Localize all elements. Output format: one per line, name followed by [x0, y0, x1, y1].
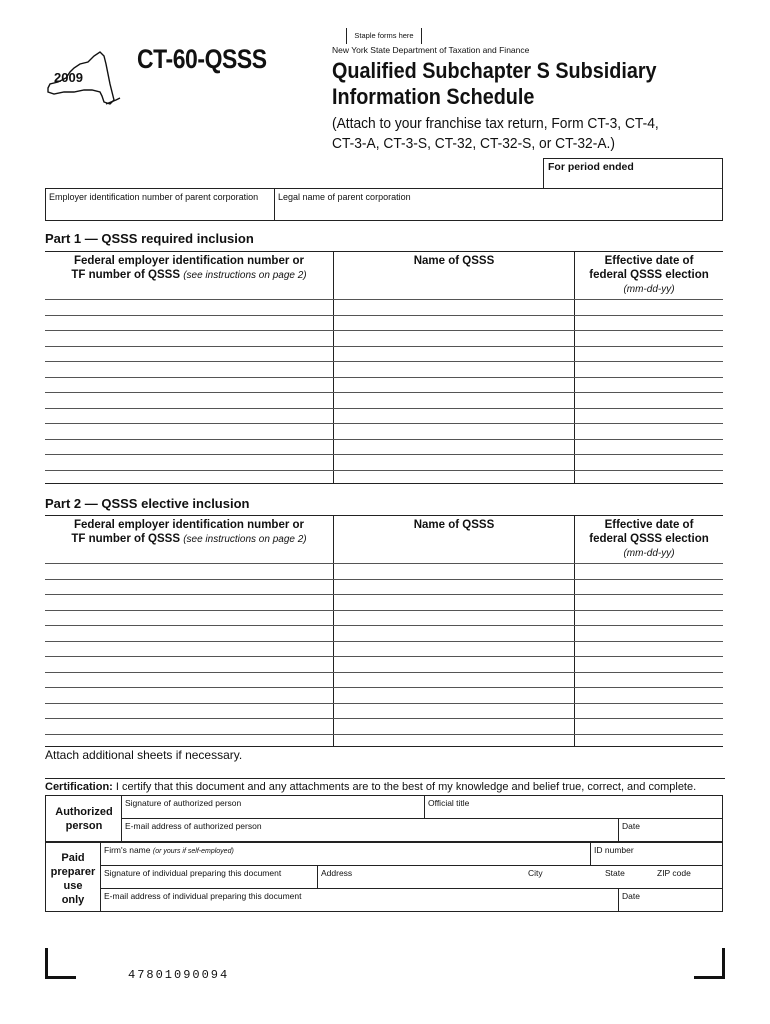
- part2-col-name: Name of QSSS: [413, 519, 495, 531]
- authorized-person-label: Authorized person: [55, 806, 113, 832]
- part1-col-ein: Federal employer identification number or TF number of QSSS (see instructions on page 2): [71, 255, 307, 281]
- table-row[interactable]: [45, 423, 723, 424]
- tax-year: 2009: [54, 70, 83, 85]
- table-row[interactable]: [45, 594, 723, 595]
- preparer-address-field[interactable]: Address: [317, 866, 525, 889]
- part1-title: Part 1 — QSSS required inclusion: [45, 231, 254, 246]
- table-row[interactable]: [45, 439, 723, 440]
- part1-col-name: Name of QSSS: [413, 255, 495, 267]
- preparer-state-field[interactable]: State: [602, 866, 654, 889]
- table-row[interactable]: [45, 377, 723, 378]
- form-number: CT-60-QSSS: [137, 44, 267, 74]
- preparer-email-field[interactable]: E-mail address of individual preparing this document: [100, 889, 618, 911]
- corner-mark-left: [45, 948, 76, 979]
- official-title-field[interactable]: Official title: [424, 796, 722, 819]
- attach-sheets-note: Attach additional sheets if necessary.: [45, 748, 243, 762]
- parent-corporation-box: [45, 188, 723, 221]
- parent-name-field[interactable]: Legal name of parent corporation: [278, 192, 411, 202]
- part2-col-date: Effective date of federal QSSS election (mm-dd-yy): [589, 519, 709, 559]
- staple-area: Staple forms here: [346, 28, 422, 44]
- authorized-person-section: [45, 795, 723, 842]
- department-name: New York State Department of Taxation and Finance: [332, 45, 530, 55]
- attach-instructions: (Attach to your franchise tax return, Form CT-3, CT-4, CT-3-A, CT-3-S, CT-32, CT-32-S, or CT-32-A.): [332, 115, 659, 152]
- table-row[interactable]: [45, 454, 723, 455]
- part1-table: [45, 251, 723, 484]
- table-row[interactable]: [45, 392, 723, 393]
- table-row[interactable]: [45, 330, 723, 331]
- certification-statement: Certification: I certify that this document and any attachments are to the best of my knowledge and belief true, correct, and complete.: [45, 778, 725, 793]
- part1-col-date: Effective date of federal QSSS election (mm-dd-yy): [589, 255, 709, 295]
- table-row[interactable]: [45, 718, 723, 719]
- authorized-signature-field[interactable]: Signature of authorized person: [121, 796, 424, 819]
- table-row[interactable]: [45, 687, 723, 688]
- firm-name-field[interactable]: Firm's name (or yours if self-employed): [100, 843, 590, 866]
- table-row[interactable]: [45, 579, 723, 580]
- authorized-email-field[interactable]: E-mail address of authorized person: [121, 819, 618, 841]
- part2-table: [45, 515, 723, 747]
- table-row[interactable]: [45, 315, 723, 316]
- preparer-zip-field[interactable]: ZIP code: [654, 866, 722, 889]
- table-row[interactable]: [45, 641, 723, 642]
- corner-mark-right: [694, 948, 725, 979]
- table-row[interactable]: [45, 563, 723, 564]
- table-row[interactable]: [45, 656, 723, 657]
- table-row[interactable]: [45, 299, 723, 300]
- period-ended-field[interactable]: For period ended: [543, 158, 723, 188]
- part2-col-ein: Federal employer identification number or TF number of QSSS (see instructions on page 2): [71, 519, 307, 545]
- parent-ein-field[interactable]: Employer identification number of parent corporation: [46, 189, 275, 220]
- preparer-id-field[interactable]: ID number: [590, 843, 722, 866]
- table-row[interactable]: [45, 346, 723, 347]
- paid-preparer-section: [45, 842, 723, 912]
- preparer-signature-field[interactable]: Signature of individual preparing this document: [100, 866, 317, 889]
- table-row[interactable]: [45, 361, 723, 362]
- table-row[interactable]: [45, 470, 723, 471]
- authorized-date-field[interactable]: Date: [618, 819, 722, 841]
- part2-title: Part 2 — QSSS elective inclusion: [45, 496, 250, 511]
- form-title: Qualified Subchapter S Subsidiary Information Schedule: [332, 58, 657, 109]
- table-row[interactable]: [45, 625, 723, 626]
- preparer-date-field[interactable]: Date: [618, 889, 722, 911]
- table-row[interactable]: [45, 610, 723, 611]
- table-row[interactable]: [45, 672, 723, 673]
- barcode-number: 47801090094: [128, 968, 230, 982]
- table-row[interactable]: [45, 703, 723, 704]
- paid-preparer-label: Paid preparer use only: [50, 852, 96, 906]
- table-row[interactable]: [45, 408, 723, 409]
- preparer-city-field[interactable]: City: [525, 866, 602, 889]
- table-row[interactable]: [45, 734, 723, 735]
